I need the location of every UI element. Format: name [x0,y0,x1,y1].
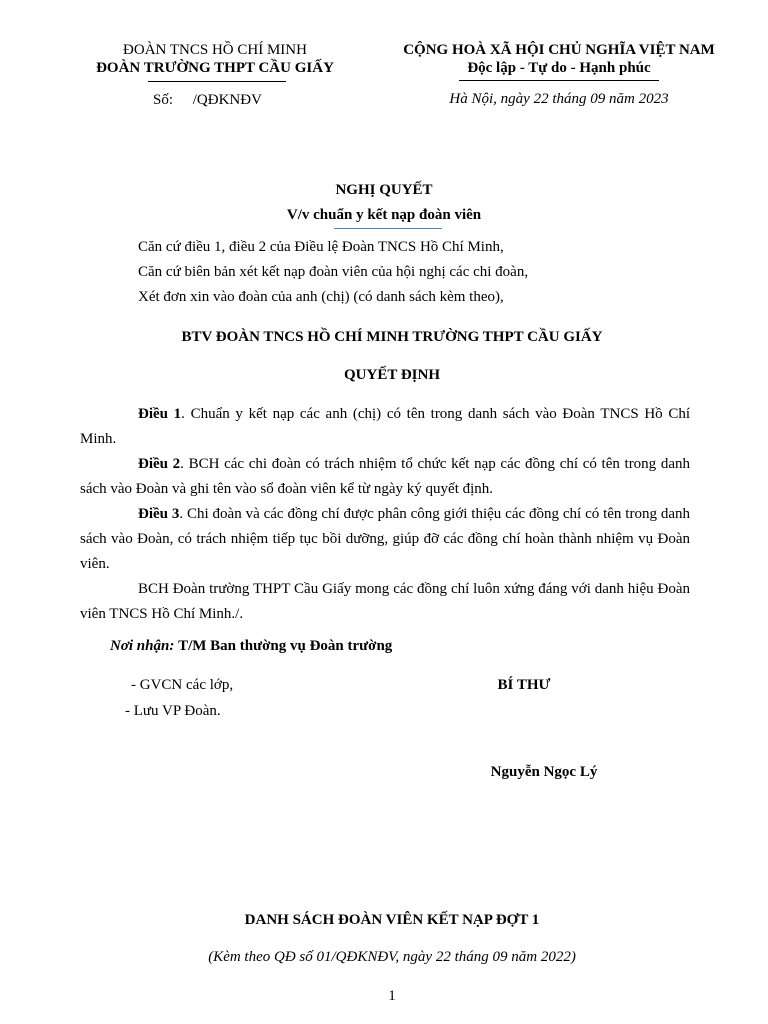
org-name-parent: ĐOÀN TNCS HỒ CHÍ MINH [123,42,307,58]
article-3 [80,502,690,577]
recipient-item-2: - Lưu VP Đoàn. [125,703,221,719]
closing-paragraph: BCH Đoàn trường THPT Cầu Giấy mong các đồng chí luôn xứng đáng với danh hiệu Đoàn viên TNCS Hồ Chí Minh./. [80,581,690,622]
recipients-label: Nơi nhận: [110,638,175,654]
document-subject: V/v chuẩn y kết nạp đoàn viên [286,207,482,223]
basis-1: Căn cứ điều 1, điều 2 của Điều lệ Đoàn TNCS Hồ Chí Minh, [138,239,504,255]
article-2-label: Điều 2 [138,456,181,472]
article-1-label: Điều 1 [138,406,182,422]
signer-name: Nguyễn Ngọc Lý [490,764,598,780]
document-number-label: Số: [153,92,174,108]
header-left-underline [148,81,286,82]
decision-heading: QUYẾT ĐỊNH [344,367,440,383]
basis-2: Căn cứ biên bản xét kết nạp đoàn viên của hội nghị các chi đoàn, [138,264,529,280]
article-3-text: . Chi đoàn và các đồng chí được phân công giới thiệu các đồng chí có tên trong danh sách vào Đoàn, có trách nhiệm tiếp tục bồi dưỡng, giúp đỡ các đồng chí hoàn thành nhiệm vụ Đoàn viên. [80,506,690,572]
article-2-text: . BCH các chi đoàn có trách nhiệm tổ chức kết nạp các đồng chí có tên trong danh sách vào Đoàn và ghi tên vào sổ đoàn viên kể từ ngày ký quyết định. [80,456,691,497]
article-3-label: Điều 3 [138,506,180,522]
motto-underline [459,80,659,81]
appendix-title: DANH SÁCH ĐOÀN VIÊN KẾT NẠP ĐỢT 1 [244,912,540,928]
issuing-authority: BTV ĐOÀN TNCS HỒ CHÍ MINH TRƯỜNG THPT CẦU GIẤY [181,329,603,345]
national-motto: Độc lập - Tự do - Hạnh phúc [467,60,651,76]
article-1-text: . Chuẩn y kết nạp các anh (chị) có tên trong danh sách vào Đoàn TNCS Hồ Chí Minh. [80,406,690,447]
article-2 [80,452,690,502]
recipients-line [110,638,392,655]
page-number: 1 [388,988,396,1004]
appendix-note: (Kèm theo QĐ số 01/QĐKNĐV, ngày 22 tháng 09 năm 2022) [208,949,576,965]
basis-3: Xét đơn xin vào đoàn của anh (chị) (có danh sách kèm theo), [138,289,504,305]
place-and-date: Hà Nội, ngày 22 tháng 09 năm 2023 [449,91,669,107]
document-number-value: /QĐKNĐV [192,92,262,108]
on-behalf-of: T/M Ban thường vụ Đoàn trường [178,638,393,654]
signature-title: BÍ THƯ [497,677,551,693]
document-number [153,92,262,109]
article-1 [80,402,690,452]
document-title: NGHỊ QUYẾT [335,182,433,198]
org-name-school: ĐOÀN TRƯỜNG THPT CẦU GIẤY [96,60,334,76]
subject-underline [334,228,442,229]
recipient-item-1: - GVCN các lớp, [131,677,234,693]
nation-name: CỘNG HOÀ XÃ HỘI CHỦ NGHĨA VIỆT NAM [403,42,715,58]
